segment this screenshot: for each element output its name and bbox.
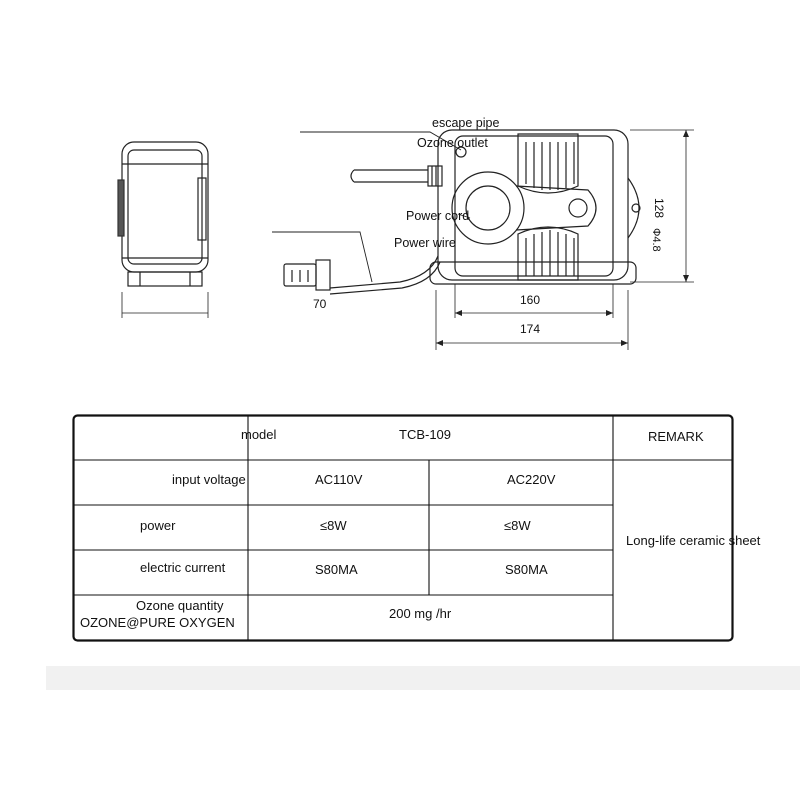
power-wire (284, 256, 440, 294)
row-value-220: S80MA (505, 562, 548, 577)
header-model: TCB-109 (399, 427, 452, 442)
leader-lines (272, 132, 470, 282)
row-value-220: AC220V (507, 472, 556, 487)
side-view (118, 142, 208, 318)
power-wire-label: Power wire (394, 236, 456, 250)
top-vent (518, 134, 578, 193)
footer-band (46, 666, 800, 690)
row-label: input voltage (172, 472, 246, 487)
dimension-160: 160 (520, 293, 541, 307)
bottom-vent (518, 227, 578, 280)
escape-pipe (351, 166, 442, 186)
ozone-value: 200 mg /hr (389, 606, 452, 621)
header-label: model (241, 427, 277, 442)
ozone-outlet-label: Ozone outlet (417, 136, 488, 150)
row-value-110: S80MA (315, 562, 358, 577)
spec-table (72, 414, 761, 642)
row-label: power (140, 518, 176, 533)
ozone-sublabel: OZONE@PURE OXYGEN (80, 615, 235, 630)
escape-pipe-label: escape pipe (432, 116, 500, 130)
ozone-label: Ozone quantity (136, 598, 224, 613)
power-cord-label: Power cord (406, 209, 470, 223)
row-label: electric current (140, 560, 226, 575)
row-value-110: AC110V (315, 472, 363, 487)
dimension-128: 128 (652, 198, 666, 219)
dimension-hole: Ф4.8 (650, 228, 662, 252)
row-value-220: ≤8W (504, 518, 531, 533)
header-remark: REMARK (648, 429, 704, 444)
dimension-70: 70 (313, 297, 327, 311)
remark-value: Long-life ceramic sheet (626, 533, 761, 548)
row-value-110: ≤8W (320, 518, 347, 533)
dimension-174: 174 (520, 322, 541, 336)
